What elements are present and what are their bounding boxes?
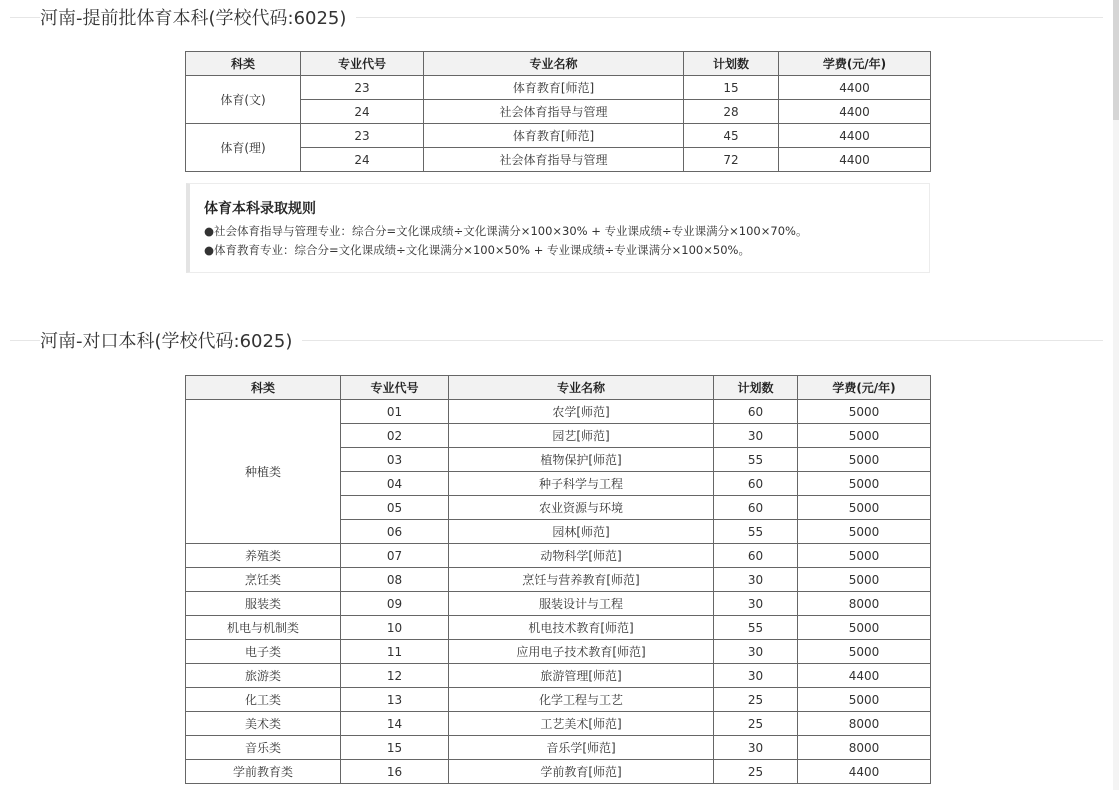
tuition-fee-cell: 5000 — [798, 544, 931, 568]
major-code-cell: 06 — [341, 520, 449, 544]
table-row — [186, 616, 931, 640]
table-row — [186, 544, 931, 568]
header-category: 科类 — [186, 376, 341, 400]
category-cell: 机电与机制类 — [186, 616, 341, 640]
category-cell: 烹饪类 — [186, 568, 341, 592]
header-fee: 学费(元/年) — [798, 376, 931, 400]
tuition-fee-cell: 5000 — [798, 472, 931, 496]
major-code-cell: 16 — [341, 760, 449, 784]
plan-count-cell: 60 — [714, 472, 798, 496]
major-name-cell: 社会体育指导与管理 — [424, 100, 684, 124]
header-fee: 学费(元/年) — [779, 52, 931, 76]
major-name-cell: 音乐学[师范] — [449, 736, 714, 760]
header-name: 专业名称 — [424, 52, 684, 76]
section-title-text: 河南-提前批体育本科(学校代码:6025) — [40, 8, 347, 29]
table-row — [186, 760, 931, 784]
table-row — [186, 664, 931, 688]
major-name-cell: 动物科学[师范] — [449, 544, 714, 568]
major-code-cell: 07 — [341, 544, 449, 568]
category-cell: 体育(文) — [186, 76, 301, 124]
table-row — [186, 124, 931, 148]
plan-count-cell: 30 — [714, 568, 798, 592]
major-name-cell: 烹饪与营养教育[师范] — [449, 568, 714, 592]
rule-line-pe-education: ●体育教育专业：综合分=文化课成绩÷文化课满分×100×50% + 专业课成绩÷专业课满分×100×50%。 — [204, 243, 750, 257]
tuition-fee-cell: 5000 — [798, 520, 931, 544]
header-code: 专业代号 — [341, 376, 449, 400]
tuition-fee-cell: 5000 — [798, 640, 931, 664]
tuition-fee-cell: 4400 — [779, 148, 931, 172]
tuition-fee-cell: 5000 — [798, 400, 931, 424]
vocational-admission-table — [185, 375, 931, 784]
category-cell: 体育(理) — [186, 124, 301, 172]
table-row — [186, 568, 931, 592]
major-name-cell: 农学[师范] — [449, 400, 714, 424]
major-name-cell: 应用电子技术教育[师范] — [449, 640, 714, 664]
major-name-cell: 学前教育[师范] — [449, 760, 714, 784]
header-category: 科类 — [186, 52, 301, 76]
section-title-tiqianpi — [0, 3, 1103, 31]
major-code-cell: 05 — [341, 496, 449, 520]
major-name-cell: 园艺[师范] — [449, 424, 714, 448]
section-title-duikou — [0, 326, 1103, 354]
major-code-cell: 24 — [301, 100, 424, 124]
category-cell: 旅游类 — [186, 664, 341, 688]
scrollbar-thumb[interactable] — [1113, 0, 1119, 120]
title-divider — [10, 340, 40, 341]
major-code-cell: 01 — [341, 400, 449, 424]
major-code-cell: 10 — [341, 616, 449, 640]
plan-count-cell: 28 — [684, 100, 779, 124]
major-code-cell: 02 — [341, 424, 449, 448]
table-row — [186, 400, 931, 424]
major-name-cell: 种子科学与工程 — [449, 472, 714, 496]
admission-rules-box — [186, 183, 930, 273]
rule-line-social-sports: ●社会体育指导与管理专业：综合分=文化课成绩÷文化课满分×100×30% + 专业课成绩÷专业课满分×100×70%。 — [204, 224, 808, 238]
page-scrollbar[interactable] — [1113, 0, 1119, 790]
category-cell: 服装类 — [186, 592, 341, 616]
table-row — [186, 736, 931, 760]
major-name-cell: 化学工程与工艺 — [449, 688, 714, 712]
major-code-cell: 23 — [301, 124, 424, 148]
major-name-cell: 机电技术教育[师范] — [449, 616, 714, 640]
tuition-fee-cell: 5000 — [798, 424, 931, 448]
tuition-fee-cell: 8000 — [798, 592, 931, 616]
plan-count-cell: 30 — [714, 592, 798, 616]
plan-count-cell: 60 — [714, 400, 798, 424]
plan-count-cell: 55 — [714, 616, 798, 640]
title-divider — [10, 17, 40, 18]
tuition-fee-cell: 4400 — [779, 100, 931, 124]
major-name-cell: 工艺美术[师范] — [449, 712, 714, 736]
plan-count-cell: 30 — [714, 424, 798, 448]
plan-count-cell: 30 — [714, 664, 798, 688]
tuition-fee-cell: 4400 — [779, 76, 931, 100]
plan-count-cell: 60 — [714, 496, 798, 520]
major-code-cell: 24 — [301, 148, 424, 172]
table-row — [186, 76, 931, 100]
tuition-fee-cell: 4400 — [798, 664, 931, 688]
tuition-fee-cell: 5000 — [798, 496, 931, 520]
major-name-cell: 服装设计与工程 — [449, 592, 714, 616]
plan-count-cell: 25 — [714, 688, 798, 712]
major-code-cell: 14 — [341, 712, 449, 736]
major-code-cell: 11 — [341, 640, 449, 664]
major-name-cell: 体育教育[师范] — [424, 124, 684, 148]
header-code: 专业代号 — [301, 52, 424, 76]
table-row — [186, 688, 931, 712]
header-plan: 计划数 — [714, 376, 798, 400]
title-divider — [302, 340, 1103, 341]
major-code-cell: 04 — [341, 472, 449, 496]
category-cell: 美术类 — [186, 712, 341, 736]
major-name-cell: 农业资源与环境 — [449, 496, 714, 520]
plan-count-cell: 45 — [684, 124, 779, 148]
table-row — [186, 640, 931, 664]
category-cell: 养殖类 — [186, 544, 341, 568]
tuition-fee-cell: 4400 — [798, 760, 931, 784]
table-row — [186, 712, 931, 736]
section-title-text: 河南-对口本科(学校代码:6025) — [40, 331, 293, 352]
plan-count-cell: 55 — [714, 520, 798, 544]
tuition-fee-cell: 8000 — [798, 736, 931, 760]
plan-count-cell: 55 — [714, 448, 798, 472]
table-header-row — [186, 376, 931, 400]
tuition-fee-cell: 5000 — [798, 688, 931, 712]
table-header-row — [186, 52, 931, 76]
category-cell: 音乐类 — [186, 736, 341, 760]
major-code-cell: 23 — [301, 76, 424, 100]
category-cell: 种植类 — [186, 400, 341, 544]
major-code-cell: 03 — [341, 448, 449, 472]
major-name-cell: 社会体育指导与管理 — [424, 148, 684, 172]
major-name-cell: 园林[师范] — [449, 520, 714, 544]
major-code-cell: 09 — [341, 592, 449, 616]
tuition-fee-cell: 5000 — [798, 616, 931, 640]
plan-count-cell: 30 — [714, 736, 798, 760]
tuition-fee-cell: 5000 — [798, 448, 931, 472]
major-name-cell: 体育教育[师范] — [424, 76, 684, 100]
plan-count-cell: 72 — [684, 148, 779, 172]
sports-admission-table — [185, 51, 931, 172]
plan-count-cell: 25 — [714, 712, 798, 736]
tuition-fee-cell: 8000 — [798, 712, 931, 736]
tuition-fee-cell: 4400 — [779, 124, 931, 148]
major-code-cell: 12 — [341, 664, 449, 688]
plan-count-cell: 25 — [714, 760, 798, 784]
tuition-fee-cell: 5000 — [798, 568, 931, 592]
major-code-cell: 15 — [341, 736, 449, 760]
table-row — [186, 592, 931, 616]
rules-title: 体育本科录取规则 — [204, 201, 316, 217]
major-code-cell: 13 — [341, 688, 449, 712]
category-cell: 电子类 — [186, 640, 341, 664]
plan-count-cell: 60 — [714, 544, 798, 568]
plan-count-cell: 15 — [684, 76, 779, 100]
category-cell: 学前教育类 — [186, 760, 341, 784]
major-name-cell: 植物保护[师范] — [449, 448, 714, 472]
title-divider — [356, 17, 1103, 18]
header-name: 专业名称 — [449, 376, 714, 400]
plan-count-cell: 30 — [714, 640, 798, 664]
category-cell: 化工类 — [186, 688, 341, 712]
header-plan: 计划数 — [684, 52, 779, 76]
major-code-cell: 08 — [341, 568, 449, 592]
major-name-cell: 旅游管理[师范] — [449, 664, 714, 688]
